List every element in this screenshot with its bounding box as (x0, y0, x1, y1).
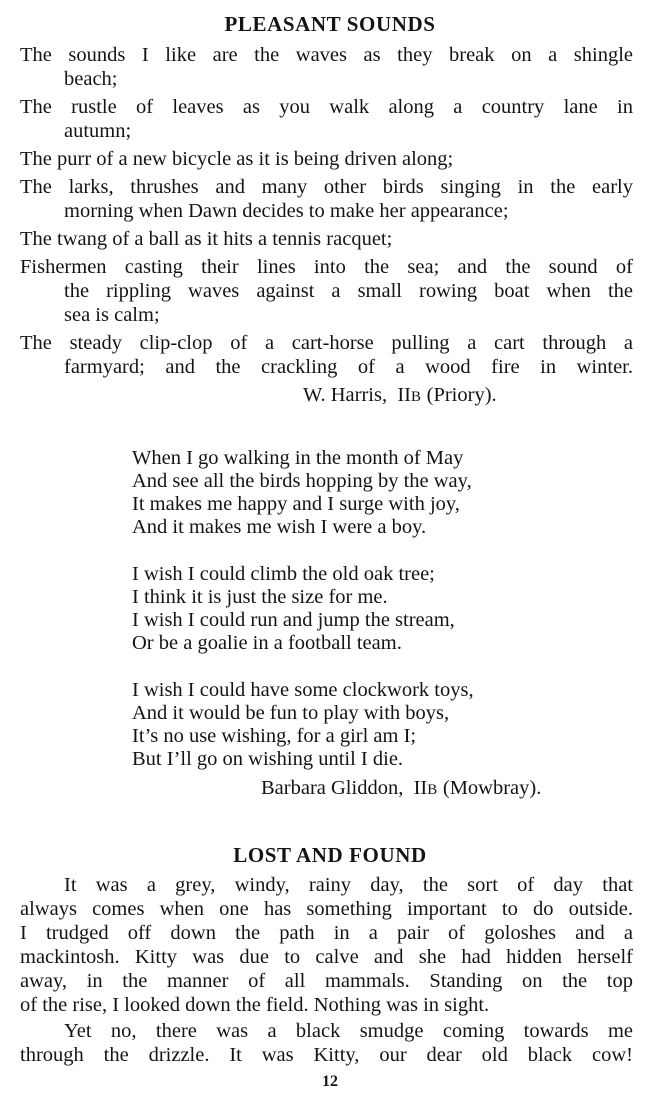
lost-and-found-title: LOST AND FOUND (233, 843, 427, 867)
poem-line: And see all the birds hopping by the way, (132, 470, 472, 492)
entry-7-line-1: The steady clip-clop of a cart-horse pulling a cart through a (20, 332, 633, 354)
house-name: (Priory). (426, 384, 497, 406)
entry-3-line-1: The purr of a new bicycle as it is being driven along; (20, 148, 454, 170)
poem-line: And it makes me wish I were a boy. (132, 516, 427, 538)
entry-4-line-2: morning when Dawn decides to make her appearance; (64, 200, 509, 222)
entry-1-line-1: The sounds I like are the waves as they break on a shingle (20, 44, 633, 66)
entry-7-line-2: farmyard; and the crackling of a wood fire in winter. (64, 356, 633, 378)
paragraph-line: of the rise, I looked down the field. Nothing was in sight. (20, 994, 490, 1016)
form-numeral: II (397, 384, 411, 406)
poem-line: And it would be fun to play with boys, (132, 702, 450, 724)
poem-line: It makes me happy and I surge with joy, (132, 493, 460, 515)
paragraph-line: mackintosh. Kitty was due to calve and she had hidden herself (20, 946, 633, 968)
form-letter: B (427, 782, 438, 798)
author-name: Barbara Gliddon, (261, 777, 404, 799)
paragraph-line: I trudged off down the path in a pair of goloshes and a (20, 922, 633, 944)
paragraph-line: always comes when one has something important to do outside. (20, 898, 633, 920)
paragraph-line: away, in the manner of all mammals. Standing on the top (20, 970, 633, 992)
poem-line: I wish I could have some clockwork toys, (132, 679, 474, 701)
poem-line: I wish I could run and jump the stream, (132, 609, 455, 631)
paragraph-line: through the drizzle. It was Kitty, our dear old black cow! (20, 1044, 633, 1066)
poem-line: I wish I could climb the old oak tree; (132, 563, 435, 585)
poem-line: Or be a goalie in a football team. (132, 632, 402, 654)
entry-6-line-2: the rippling waves against a small rowing boat when the (64, 280, 633, 302)
house-name: (Mowbray). (442, 777, 542, 799)
paragraph-line: Yet no, there was a black smudge coming towards me (64, 1020, 633, 1042)
poem-line: When I go walking in the month of May (132, 447, 464, 469)
form-letter: B (410, 389, 422, 405)
form-numeral: II (413, 777, 428, 799)
page-number: 12 (322, 1073, 338, 1090)
pleasant-sounds-attribution (303, 383, 497, 409)
poem-line: I think it is just the size for me. (132, 586, 388, 608)
entry-6-line-1: Fishermen casting their lines into the sea; and the sound of (20, 256, 633, 278)
entry-4-line-1: The larks, thrushes and many other birds singing in the early (20, 176, 633, 198)
poem-attribution (261, 776, 541, 802)
pleasant-sounds-title: PLEASANT SOUNDS (224, 12, 436, 36)
entry-2-line-1: The rustle of leaves as you walk along a country lane in (20, 96, 633, 118)
entry-2-line-2: autumn; (64, 120, 132, 142)
entry-1-line-2: beach; (64, 68, 118, 90)
entry-5-line-1: The twang of a ball as it hits a tennis racquet; (20, 228, 393, 250)
author-name: W. Harris, (303, 384, 388, 406)
paragraph-line: It was a grey, windy, rainy day, the sort of day that (64, 874, 633, 896)
poem-line: It’s no use wishing, for a girl am I; (132, 725, 417, 747)
entry-6-line-3: sea is calm; (64, 304, 160, 326)
poem-line: But I’ll go on wishing until I die. (132, 748, 404, 770)
